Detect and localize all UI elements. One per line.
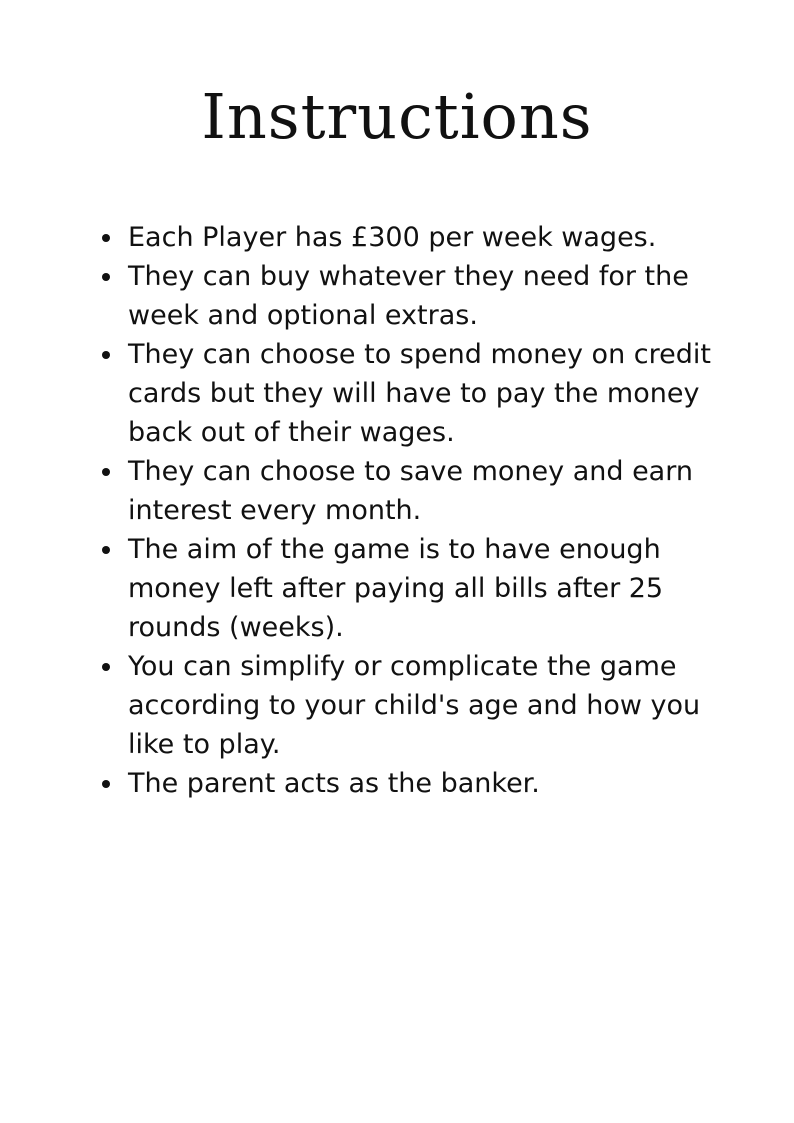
list-item-text: They can buy whatever they need for the week and optional extras. (128, 261, 689, 331)
bullet-icon (102, 468, 110, 476)
page-title: Instructions (201, 80, 593, 153)
list-item-text: They can choose to spend money on credit cards but they will have to pay the money back out of their wages. (128, 339, 711, 448)
list-item (100, 764, 730, 803)
bullet-icon (102, 234, 110, 242)
list-item (100, 647, 730, 764)
list-item (100, 335, 730, 452)
list-item-text: They can choose to save money and earn interest every month. (128, 456, 693, 526)
instructions-list (100, 218, 730, 803)
list-item-text: Each Player has £300 per week wages. (128, 222, 657, 253)
bullet-icon (102, 780, 110, 788)
list-item (100, 218, 730, 257)
list-item-text: The aim of the game is to have enough money left after paying all bills after 25 rounds (weeks). (128, 534, 664, 643)
bullet-icon (102, 663, 110, 671)
list-item (100, 257, 730, 335)
list-item-text: You can simplify or complicate the game according to your child's age and how you like to play. (128, 651, 701, 760)
bullet-icon (102, 273, 110, 281)
list-item (100, 530, 730, 647)
bullet-icon (102, 546, 110, 554)
list-item-text: The parent acts as the banker. (128, 768, 540, 799)
bullet-icon (102, 351, 110, 359)
list-item (100, 452, 730, 530)
